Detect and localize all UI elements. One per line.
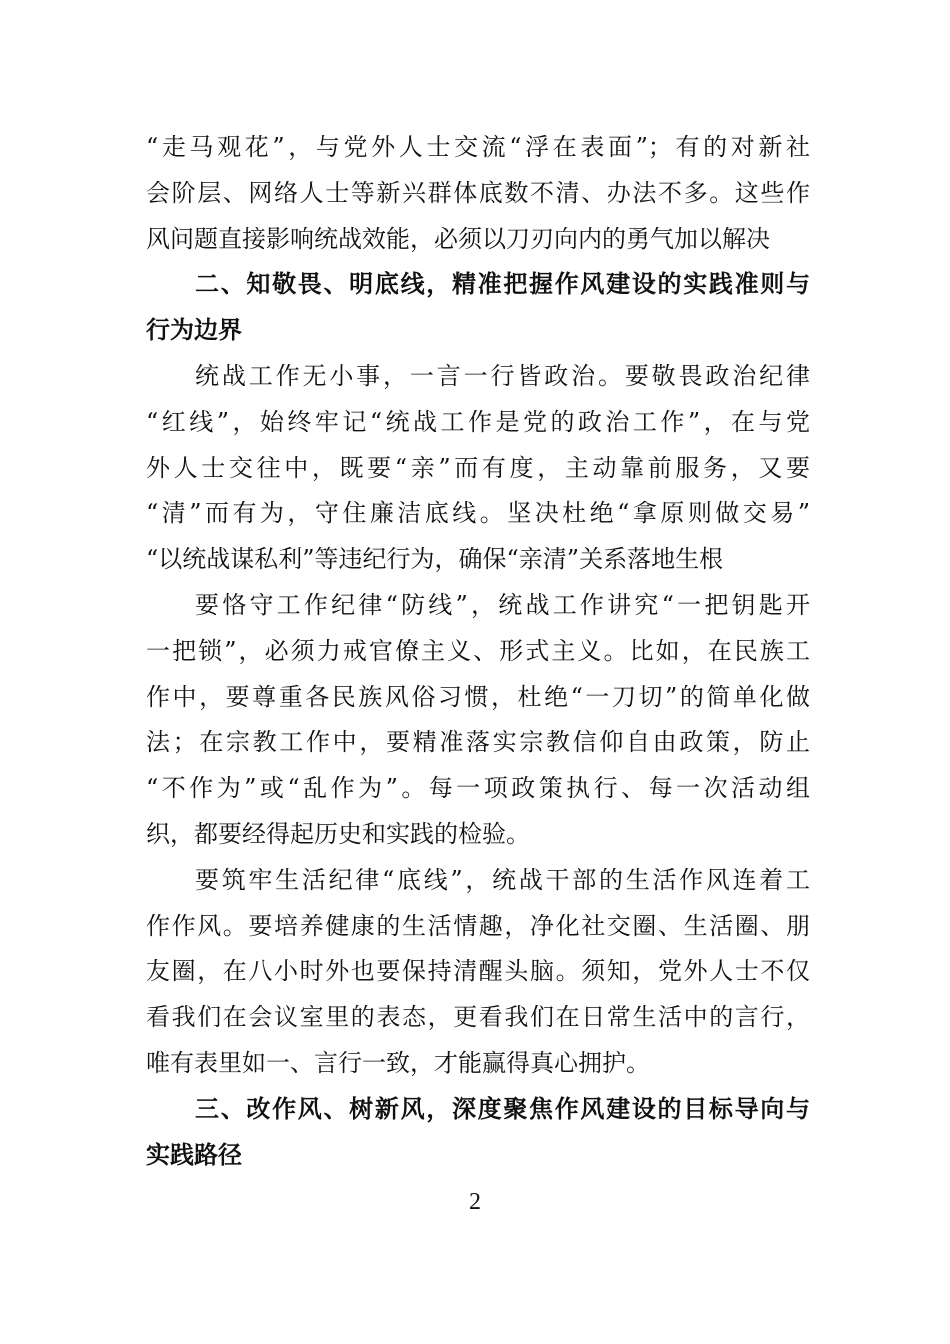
text-line: 外人士交往中，既要“亲”而有度，主动靠前服务，又要 xyxy=(146,453,810,482)
text-line: 会阶层、网络人士等新兴群体底数不清、办法不多。这些作 xyxy=(146,178,810,207)
text-line: 作中，要尊重各民族风俗习惯，杜绝“一刀切”的简单化做 xyxy=(146,682,810,711)
text-line: “走马观花”，与党外人士交流“浮在表面”；有的对新社 xyxy=(146,133,810,161)
text-line: “红线”，始终牢记“统战工作是党的政治工作”，在与党 xyxy=(146,407,810,436)
section-heading-2 xyxy=(146,262,810,354)
document-page xyxy=(146,125,810,1178)
text-line: “不作为”或“乱作为”。每一项政策执行、每一次活动组 xyxy=(146,774,810,803)
text-line: “以统战谋私利”等违纪行为，确保“亲清”关系落地生根 xyxy=(146,545,724,574)
text-line: 统战工作无小事，一言一行皆政治。要敬畏政治纪律 xyxy=(195,361,810,390)
text-line: 织，都要经得起历史和实践的检验。 xyxy=(146,819,530,848)
heading-line: 实践路径 xyxy=(146,1140,242,1169)
text-line: 要筑牢生活纪律“底线”，统战干部的生活作风连着工 xyxy=(195,865,810,894)
text-line: 法；在宗教工作中，要精准落实宗教信仰自由政策，防止 xyxy=(146,728,810,757)
text-line: 唯有表里如一、言行一致，才能赢得真心拥护。 xyxy=(146,1048,650,1077)
text-line: 一把锁”，必须力戒官僚主义、形式主义。比如，在民族工 xyxy=(146,636,810,665)
paragraph-continuation xyxy=(146,125,810,262)
text-line: 要恪守工作纪律“防线”，统战工作讲究“一把钥匙开 xyxy=(195,590,810,619)
text-line: “清”而有为，守住廉洁底线。坚决杜绝“拿原则做交易” xyxy=(146,499,810,528)
page-number: 2 xyxy=(469,1189,481,1215)
text-line: 风问题直接影响统战效能，必须以刀刃向内的勇气加以解决 xyxy=(146,224,770,253)
heading-line: 行为边界 xyxy=(146,316,242,345)
text-line: 友圈，在八小时外也要保持清醒头脑。须知，党外人士不仅 xyxy=(146,957,810,986)
section-heading-3 xyxy=(146,1087,810,1179)
text-line: 看我们在会议室里的表态，更看我们在日常生活中的言行， xyxy=(146,1003,810,1032)
text-line: 作作风。要培养健康的生活情趣，净化社交圈、生活圈、朋 xyxy=(146,911,810,940)
paragraph-life-discipline xyxy=(146,858,810,1087)
heading-line: 二、知敬畏、明底线，精准把握作风建设的实践准则与 xyxy=(195,270,810,299)
paragraph-work-discipline xyxy=(146,583,810,858)
heading-line: 三、改作风、树新风，深度聚焦作风建设的目标导向与 xyxy=(195,1094,810,1123)
paragraph-political-discipline xyxy=(146,354,810,583)
